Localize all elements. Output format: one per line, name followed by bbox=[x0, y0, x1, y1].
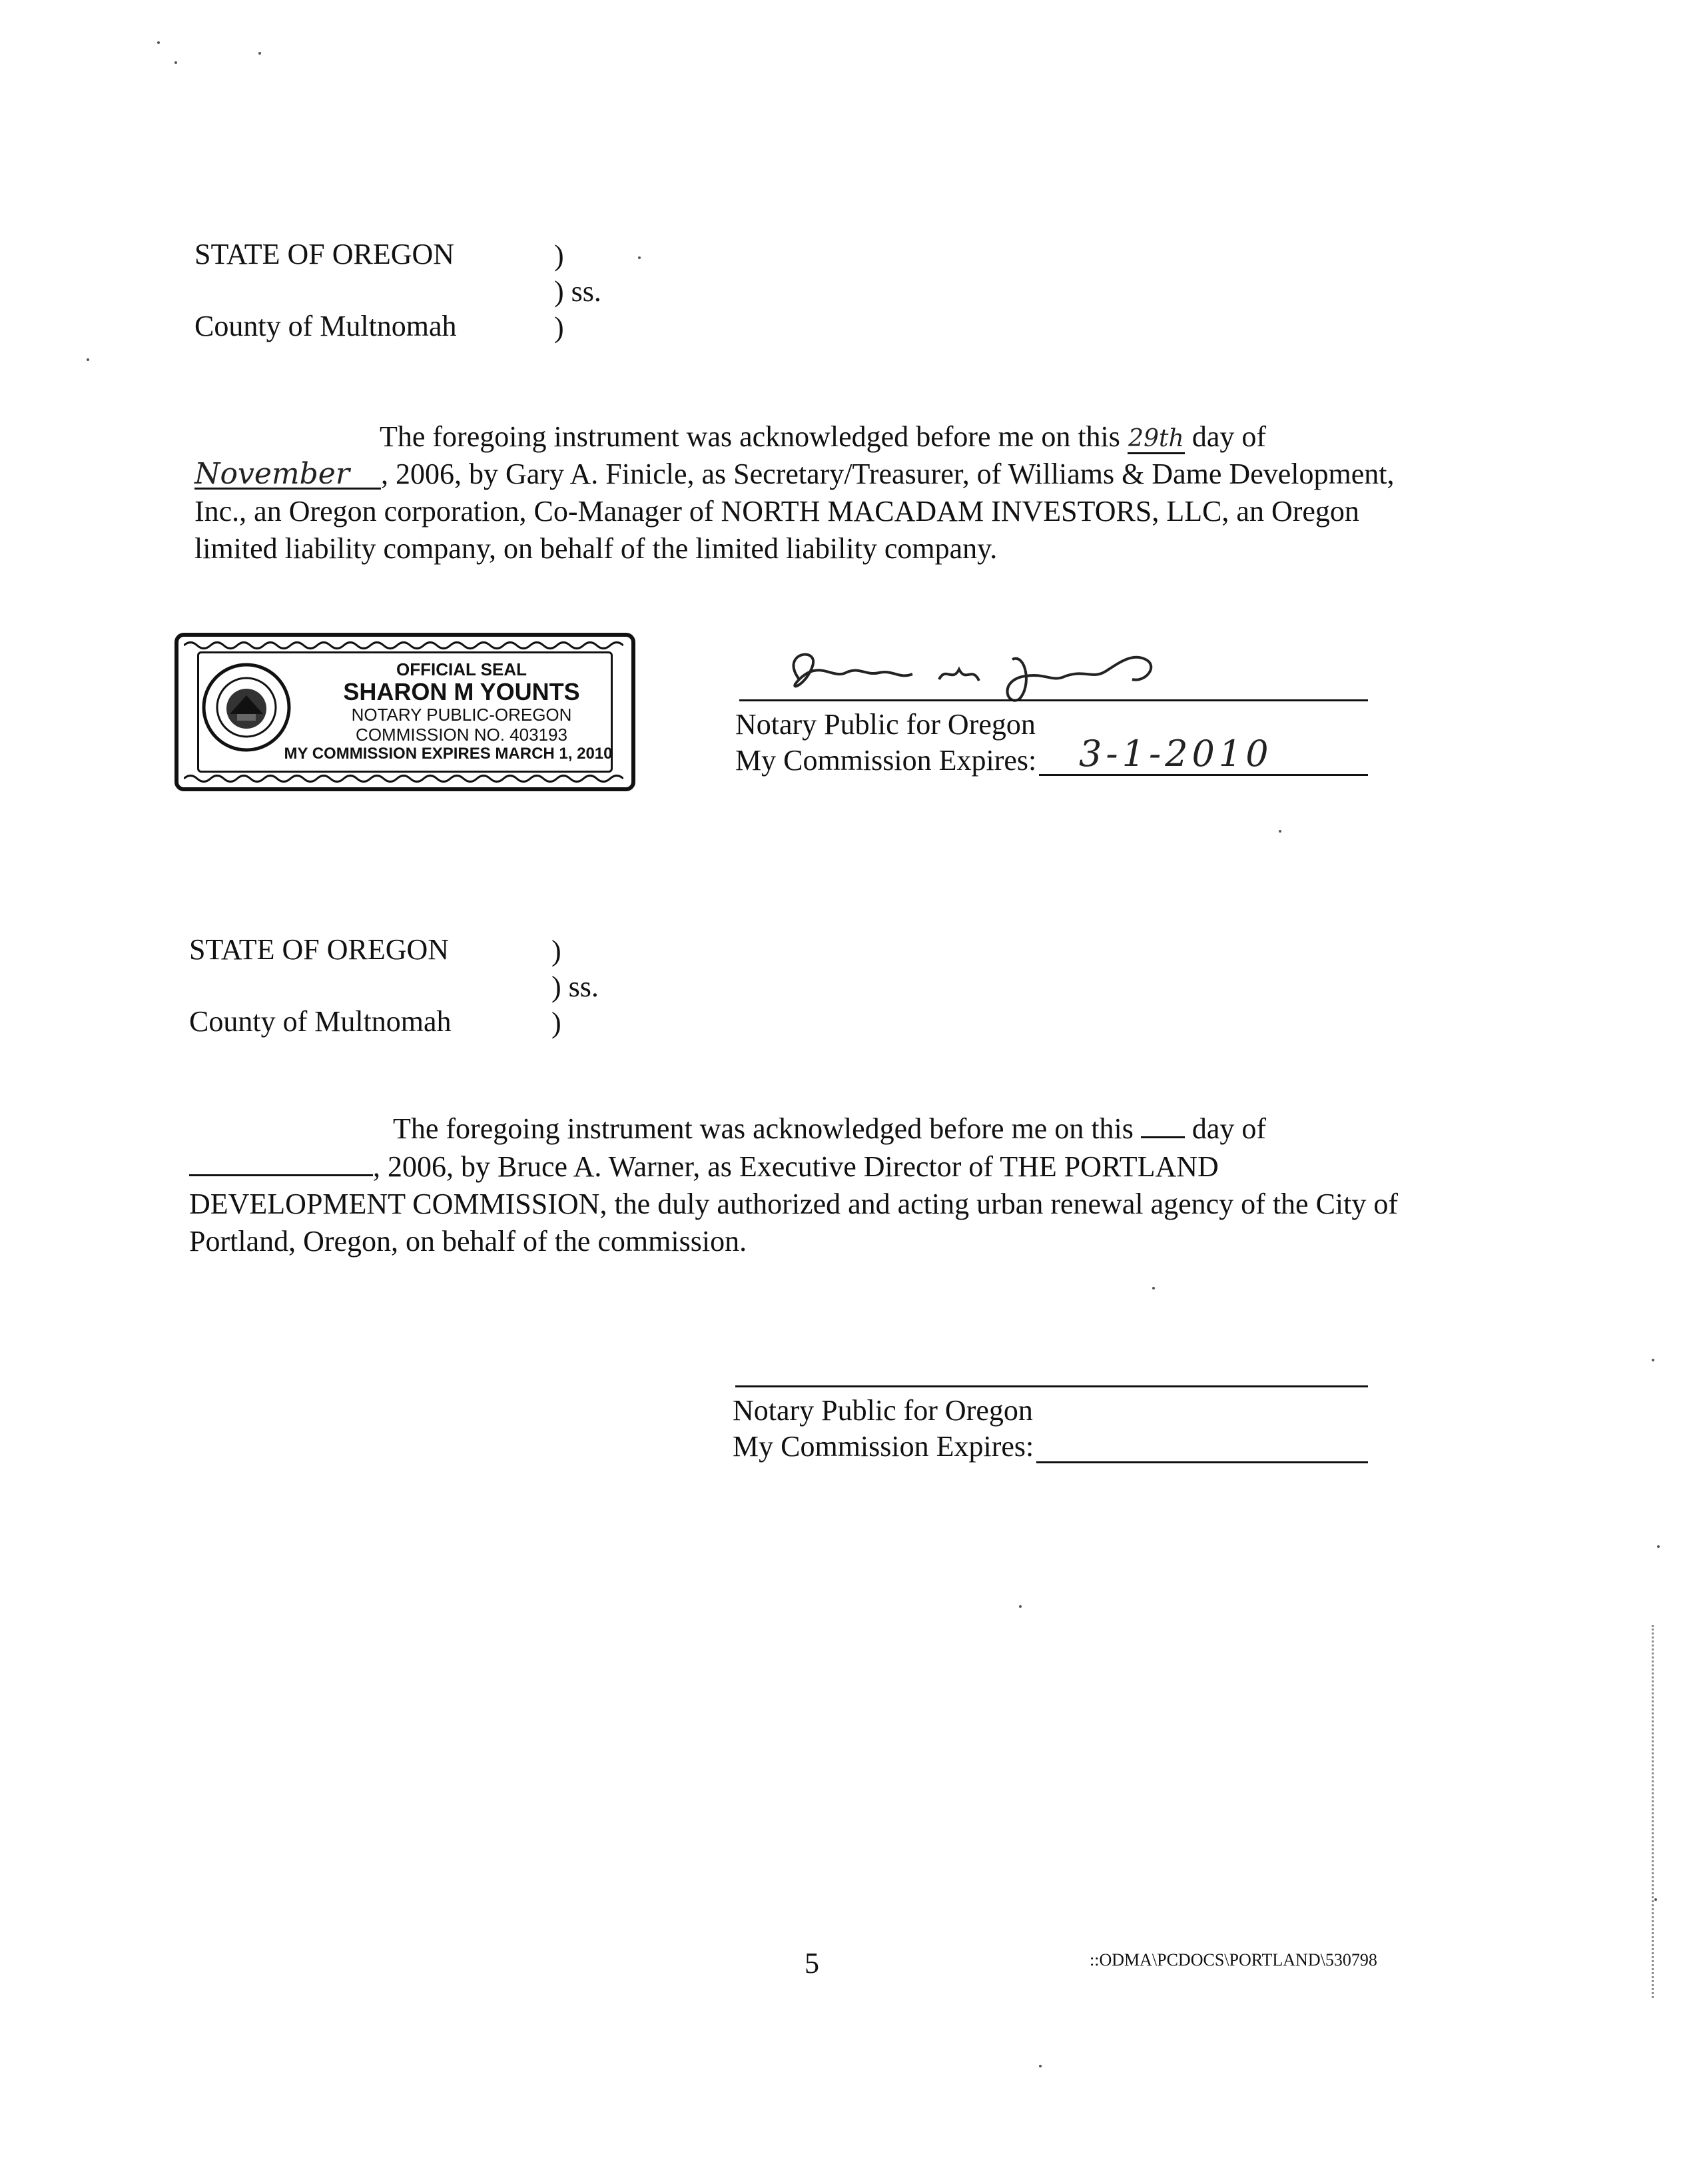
seal-border-wave bbox=[184, 773, 623, 785]
state-heading: STATE OF OREGON bbox=[189, 933, 450, 966]
acknowledgment-paragraph-2 bbox=[189, 1110, 1521, 1260]
handwritten-signature bbox=[773, 639, 1199, 706]
ack-text: limited liability company, on behalf of the limited liability company. bbox=[194, 532, 998, 565]
paren-ss: ) ss. bbox=[551, 970, 599, 1003]
paren: ) bbox=[554, 239, 564, 272]
page-number: 5 bbox=[805, 1947, 819, 1980]
scan-speck bbox=[1279, 830, 1281, 833]
paren: ) bbox=[554, 311, 564, 344]
scan-speck bbox=[1039, 2065, 1042, 2067]
paren-ss: ) ss. bbox=[554, 275, 601, 308]
scan-speck bbox=[258, 52, 261, 55]
seal-line-official: OFFICIAL SEAL bbox=[396, 659, 527, 679]
ack-text: , 2006, by Bruce A. Warner, as Executive Director of THE PORTLAND bbox=[373, 1150, 1219, 1183]
ack-text: day of bbox=[1191, 420, 1267, 453]
scan-speck bbox=[174, 61, 177, 64]
commission-line bbox=[1039, 774, 1368, 776]
notary-label: Notary Public for Oregon bbox=[733, 1394, 1033, 1427]
acknowledgment-paragraph-1 bbox=[194, 418, 1526, 567]
commission-line bbox=[1036, 1461, 1368, 1463]
seal-line-name: SHARON M YOUNTS bbox=[343, 678, 580, 705]
day-field: 29th bbox=[1128, 426, 1185, 454]
scan-speck bbox=[1152, 1287, 1155, 1289]
seal-line-commission: COMMISSION NO. 403193 bbox=[356, 725, 567, 745]
month-field: November bbox=[194, 461, 381, 490]
scan-speck bbox=[1657, 1545, 1660, 1548]
notary-label: Notary Public for Oregon bbox=[735, 708, 1036, 741]
commission-label: My Commission Expires: bbox=[735, 744, 1037, 777]
commission-label: My Commission Expires: bbox=[733, 1430, 1034, 1463]
scan-speck bbox=[1652, 1359, 1654, 1361]
ack-text: Portland, Oregon, on behalf of the commission. bbox=[189, 1225, 747, 1258]
signature-line bbox=[739, 699, 1368, 701]
county-heading: County of Multnomah bbox=[194, 310, 457, 342]
seal-border-wave bbox=[184, 639, 623, 651]
month-field bbox=[189, 1148, 373, 1176]
ack-text: The foregoing instrument was acknowledged before me on this bbox=[380, 420, 1120, 453]
day-field bbox=[1141, 1110, 1185, 1138]
scan-speck bbox=[87, 358, 89, 361]
scan-speck bbox=[638, 256, 641, 259]
paren: ) bbox=[551, 1006, 561, 1039]
scan-edge-artifact bbox=[1652, 1625, 1656, 1998]
commission-expiry-value: 3-1-2010 bbox=[1079, 733, 1273, 775]
scan-speck bbox=[1019, 1605, 1022, 1608]
paren: ) bbox=[551, 934, 561, 967]
state-seal-emblem-icon bbox=[200, 661, 293, 754]
county-heading: County of Multnomah bbox=[189, 1005, 452, 1038]
seal-line-expiry: MY COMMISSION EXPIRES MARCH 1, 2010 bbox=[284, 745, 613, 763]
state-heading: STATE OF OREGON bbox=[194, 238, 455, 270]
scan-speck bbox=[157, 41, 160, 44]
document-reference: ::ODMA\PCDOCS\PORTLAND\530798 bbox=[1090, 1950, 1377, 1970]
ack-text: Inc., an Oregon corporation, Co-Manager of NORTH MACADAM INVESTORS, LLC, an Oregon bbox=[194, 495, 1359, 528]
ack-text: DEVELOPMENT COMMISSION, the duly authorized and acting urban renewal agency of the City of bbox=[189, 1188, 1399, 1220]
seal-line-title: NOTARY PUBLIC-OREGON bbox=[351, 705, 572, 725]
ack-text: day of bbox=[1191, 1112, 1267, 1145]
official-seal-stamp bbox=[174, 633, 635, 791]
ack-text: , 2006, by Gary A. Finicle, as Secretary/Treasurer, of Williams & Dame Development, bbox=[381, 458, 1395, 490]
signature-line bbox=[735, 1385, 1368, 1387]
ack-text: The foregoing instrument was acknowledged before me on this bbox=[393, 1112, 1134, 1145]
